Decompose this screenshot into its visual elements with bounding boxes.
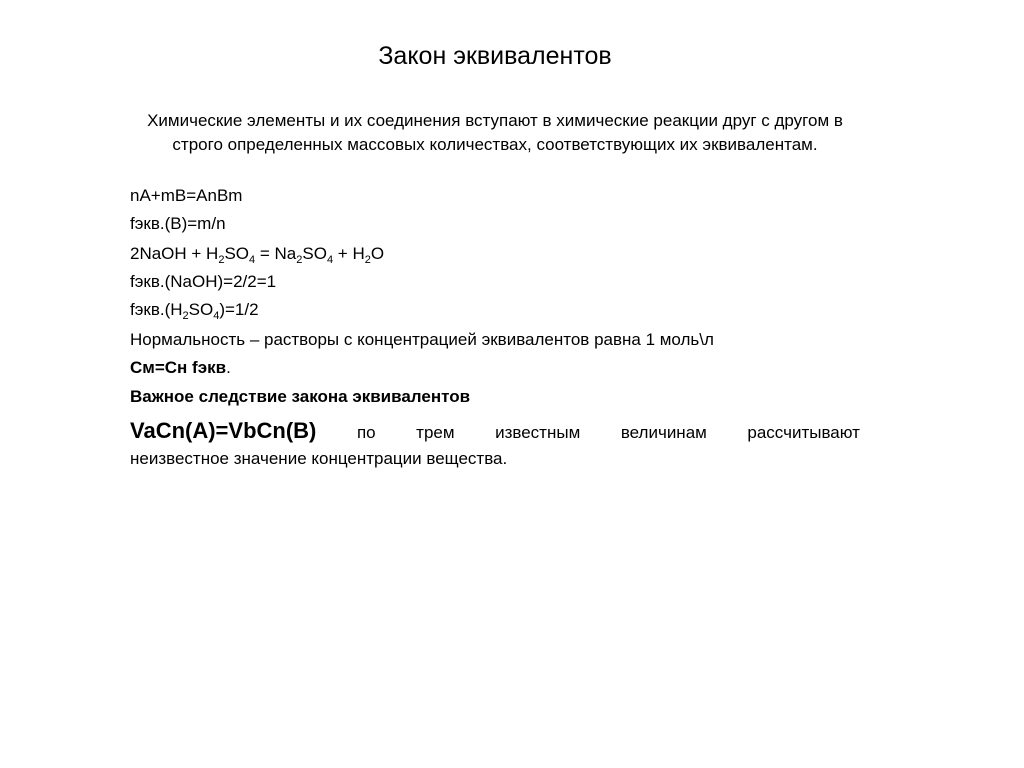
reaction-subscript: 2 [218, 254, 225, 266]
reaction-part: + H [333, 244, 365, 263]
consequence-word: величинам [620, 423, 707, 442]
intro-paragraph: Химические элементы и их соединения вступают в химические реакции друг с другом в строго определенных массовых количествах, соответствующих их эквивалентам. [147, 111, 843, 154]
consequence-word: рассчитывают [747, 423, 860, 442]
normality-definition: Нормальность – растворы с концентрацией эквивалентов равна 1 моль\л [130, 330, 714, 349]
reaction-part: SO [302, 244, 327, 263]
cm-formula-dot: . [226, 358, 231, 377]
reaction-subscript: 4 [249, 254, 256, 266]
cm-formula-line [130, 356, 231, 380]
equation-feq-naoh: fэкв.(NaOH)=2/2=1 [130, 272, 277, 291]
equation-general: nA+mB=AnBm [130, 186, 243, 205]
reaction-part: SO [224, 244, 250, 263]
equation-part: )=1/2 [219, 300, 259, 319]
equation-subscript: 2 [182, 310, 189, 322]
reaction-equation [130, 242, 384, 266]
consequence-word: трем [416, 423, 455, 442]
reaction-subscript: 2 [364, 254, 371, 266]
consequence-heading: Важное следствие закона эквивалентов [130, 387, 471, 406]
consequence-formula: VaCn(A)=VbCn(B) [130, 418, 317, 443]
consequence-paragraph [130, 418, 860, 472]
reaction-part: = Na [255, 244, 297, 263]
equation-subscript: 4 [213, 310, 220, 322]
reaction-part: 2NaOH + H [130, 244, 219, 263]
reaction-part: O [370, 244, 385, 263]
equation-feq-general: fэкв.(В)=m/n [130, 214, 226, 233]
equation-part: SO [188, 300, 214, 319]
cm-formula: См=Сн fэкв [130, 358, 227, 377]
reaction-subscript: 4 [326, 254, 334, 266]
equation-part: fэкв.(H [130, 300, 183, 319]
consequence-word: по [356, 423, 376, 442]
consequence-line-1 [130, 418, 860, 446]
slide-title: Закон эквивалентов [378, 42, 612, 70]
consequence-word: известным [495, 423, 581, 442]
consequence-line-2: неизвестное значение концентрации вещества. [130, 449, 508, 468]
reaction-subscript: 2 [296, 254, 303, 266]
equation-feq-h2so4 [130, 298, 259, 322]
